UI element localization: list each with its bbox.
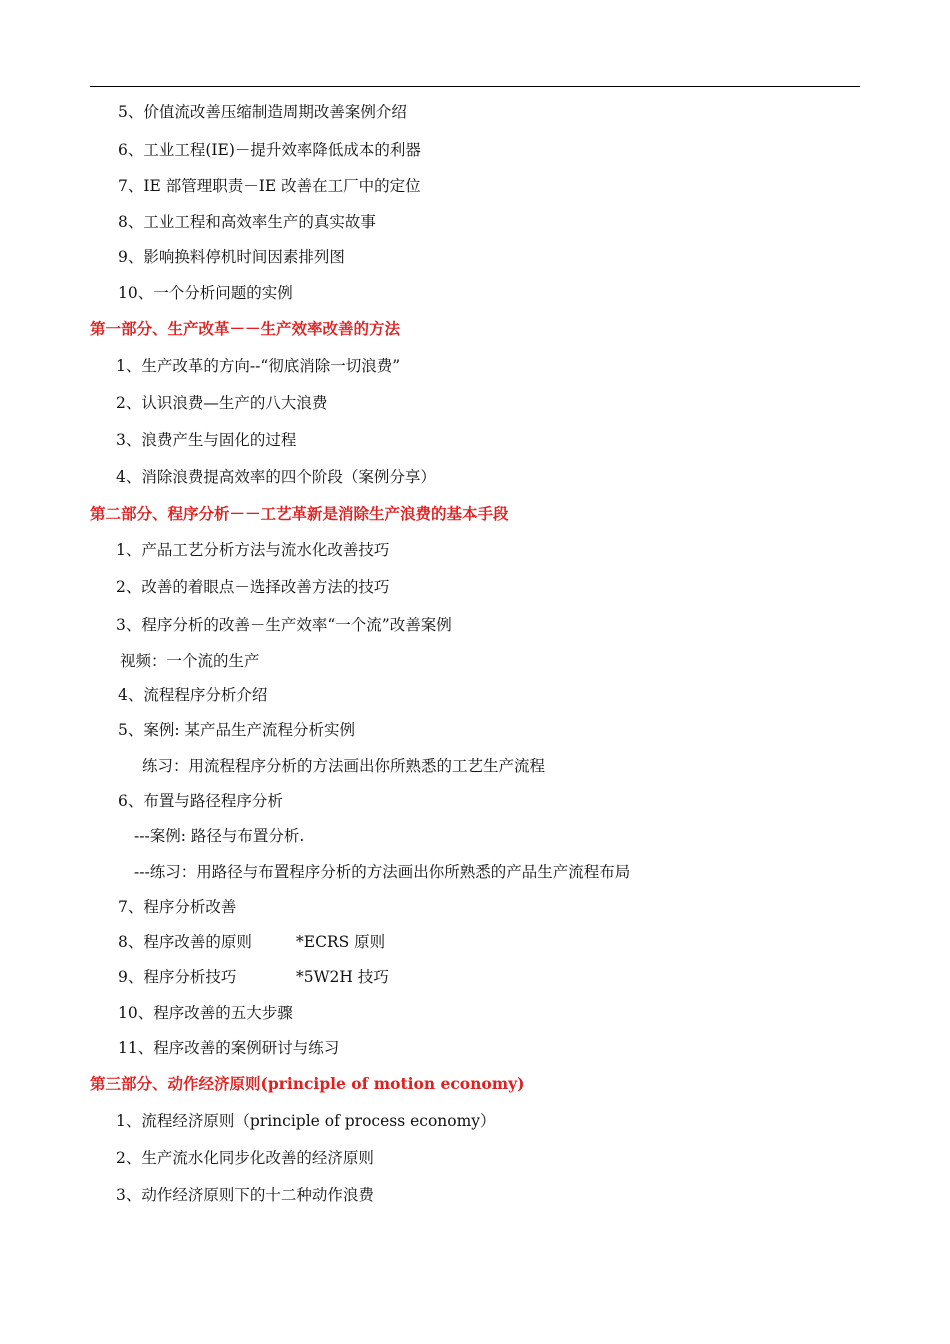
list-item: 1、生产改革的方向--“彻底消除一切浪费” bbox=[116, 357, 401, 375]
list-item: 4、流程程序分析介绍 bbox=[118, 686, 268, 704]
list-item: 2、改善的着眼点－选择改善方法的技巧 bbox=[116, 578, 390, 596]
list-item: 9、影响换料停机时间因素排列图 bbox=[118, 248, 345, 266]
list-item: 10、一个分析问题的实例 bbox=[118, 284, 293, 302]
list-item-note: *ECRS 原则 bbox=[296, 933, 386, 951]
list-item: 7、程序分析改善 bbox=[118, 898, 237, 916]
list-item: 视频：一个流的生产 bbox=[120, 652, 260, 670]
list-item: 2、生产流水化同步化改善的经济原则 bbox=[116, 1149, 374, 1167]
list-item: 9、程序分析技巧 bbox=[118, 968, 237, 986]
list-item: 1、产品工艺分析方法与流水化改善技巧 bbox=[116, 541, 390, 559]
list-item: 2、认识浪费—生产的八大浪费 bbox=[116, 394, 328, 412]
header-rule bbox=[90, 86, 860, 87]
list-item: 8、工业工程和高效率生产的真实故事 bbox=[118, 213, 376, 231]
list-item: 6、工业工程(IE)－提升效率降低成本的利器 bbox=[118, 141, 421, 159]
list-item: 11、程序改善的案例研讨与练习 bbox=[118, 1039, 340, 1057]
section-heading-part1: 第一部分、生产改革－－生产效率改善的方法 bbox=[90, 319, 401, 338]
list-item: 3、程序分析的改善－生产效率“一个流”改善案例 bbox=[116, 616, 452, 634]
list-item: 10、程序改善的五大步骤 bbox=[118, 1004, 293, 1022]
list-item: 6、布置与路径程序分析 bbox=[118, 792, 283, 810]
list-item: 7、IE 部管理职责－IE 改善在工厂中的定位 bbox=[118, 177, 421, 195]
list-item: ---练习：用路径与布置程序分析的方法画出你所熟悉的产品生产流程布局 bbox=[134, 863, 631, 881]
list-item: 1、流程经济原则（principle of process economy） bbox=[116, 1112, 496, 1130]
list-item: 8、程序改善的原则 bbox=[118, 933, 252, 951]
list-item: 5、价值流改善压缩制造周期改善案例介绍 bbox=[118, 103, 407, 121]
list-item: 3、动作经济原则下的十二种动作浪费 bbox=[116, 1186, 374, 1204]
section-heading-part3: 第三部分、动作经济原则(principle of motion economy) bbox=[90, 1074, 525, 1093]
list-item: 5、案例: 某产品生产流程分析实例 bbox=[118, 721, 356, 739]
list-item: 练习：用流程程序分析的方法画出你所熟悉的工艺生产流程 bbox=[142, 757, 546, 775]
list-item: ---案例: 路径与布置分析. bbox=[134, 827, 305, 845]
section-heading-part2: 第二部分、程序分析－－工艺革新是消除生产浪费的基本手段 bbox=[90, 504, 509, 523]
list-item-note: *5W2H 技巧 bbox=[296, 968, 389, 986]
list-item: 4、消除浪费提高效率的四个阶段（案例分享） bbox=[116, 468, 436, 486]
list-item: 3、浪费产生与固化的过程 bbox=[116, 431, 297, 449]
